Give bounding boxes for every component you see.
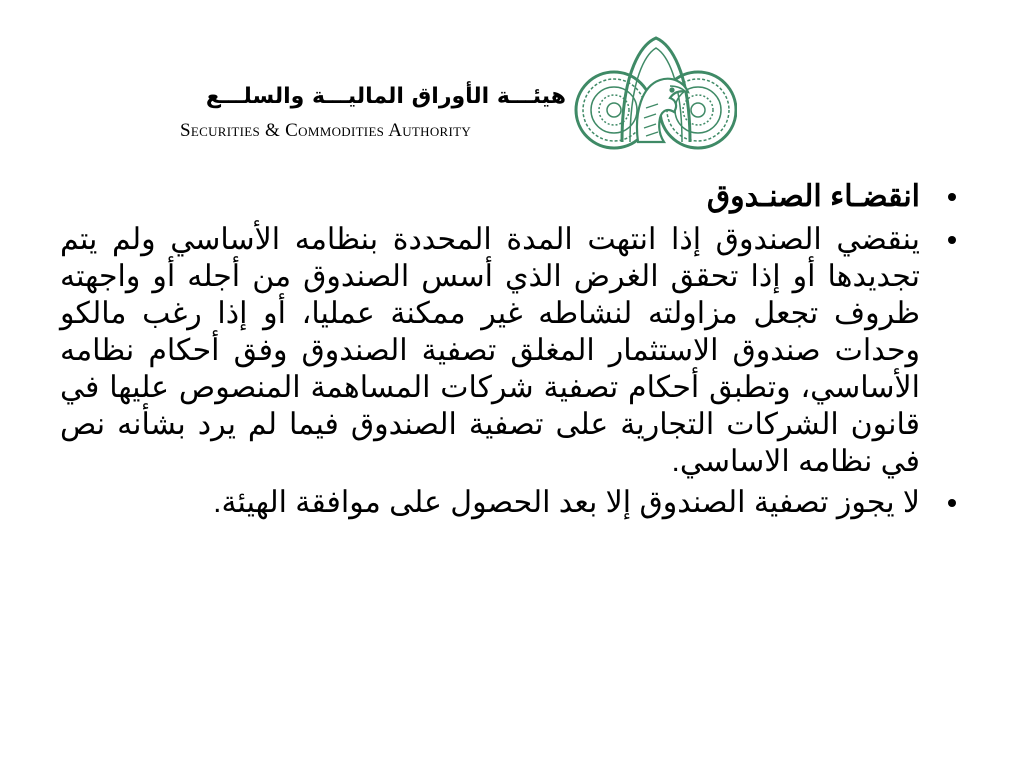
authority-logo [180, 30, 740, 165]
bullet-heading-fund-expiry [60, 178, 960, 215]
bullet-fund-expiry-conditions [60, 221, 960, 480]
bullet-text: ينقضي الصندوق إذا انتهت المدة المحددة بنظامه الأساسي ولم يتم تجديدها أو إذا تحقق الغرض الذي أسس الصندوق من أجله أو واجهته ظروف تجعل مزاولته لنشاطه غير ممكنة عمليا، أو إذا رغب مالكو وحدات صندوق الاستثمار المغلق تصفية الصندوق وفق أحكام نظامه الأساسي، وتطبق أحكام تصفية شركات المساهمة المنصوص عليها في قانون الشركات التجارية على تصفية الصندوق فيما لم يرد بشأنه نص في نظامه الاساسي. [60, 223, 920, 478]
logo-text-block [180, 82, 566, 144]
bullet-dot-icon [948, 236, 956, 244]
falcon-emblem-icon [572, 30, 737, 165]
logo-arabic-name: هيئـــة الأوراق الماليـــة والسلـــع [205, 84, 566, 109]
bullet-liquidation-approval [60, 484, 960, 521]
bullet-dot-icon [948, 499, 956, 507]
logo-english-name: Securities & Commodities Authority [180, 120, 472, 141]
bullet-text: لا يجوز تصفية الصندوق إلا بعد الحصول على موافقة الهيئة. [213, 486, 920, 519]
bullet-list [60, 178, 960, 521]
bullet-dot-icon [948, 193, 956, 201]
slide-content [60, 178, 960, 525]
bullet-text: انقضـاء الصنـدوق [706, 180, 920, 213]
